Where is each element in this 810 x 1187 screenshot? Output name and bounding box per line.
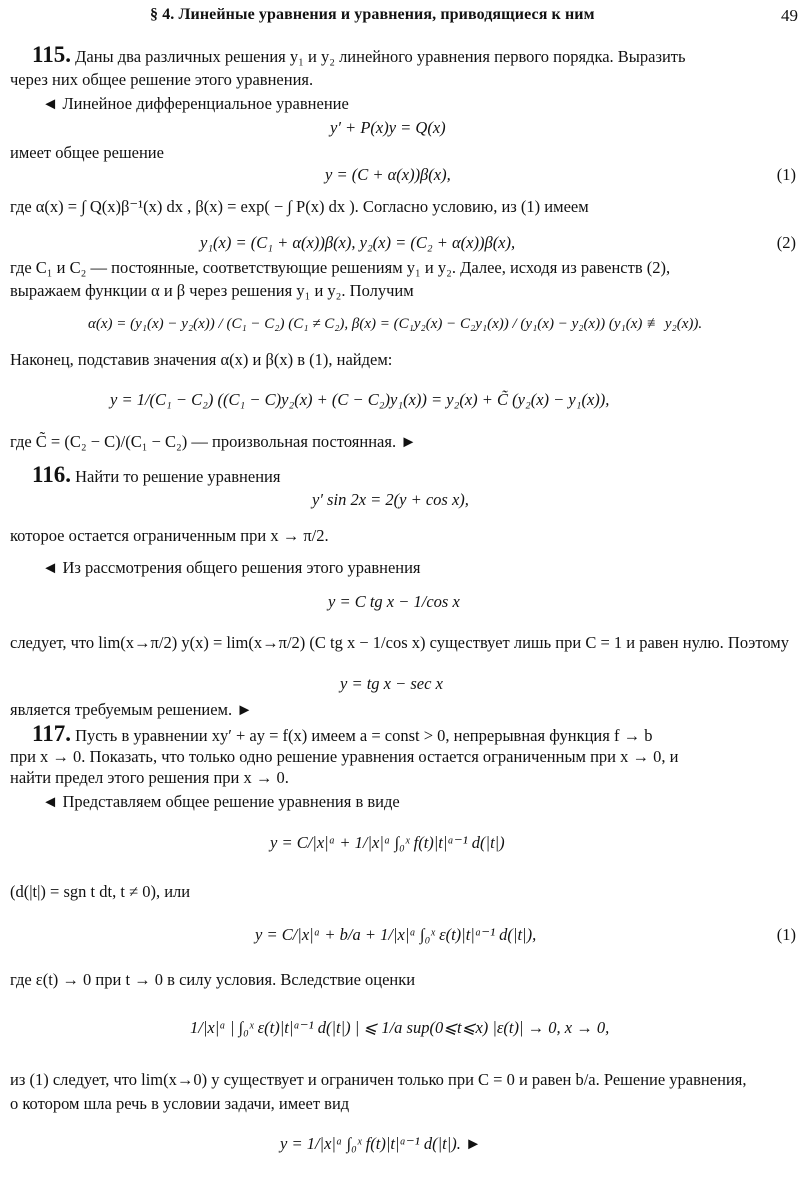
equation: y = C tg x − 1/cos x <box>328 592 460 611</box>
text-line: является требуемым решением. ► <box>10 700 253 719</box>
text-line: где C₁ и C₂ — постоянные, соответствующие решениям y₁ и y₂. Далее, исходя из равенств (2), <box>10 258 671 277</box>
problem-117-statement-line-1 <box>32 721 653 746</box>
equation-number: (1) <box>776 165 796 184</box>
problem-text: Найти то решение уравнения <box>75 467 281 486</box>
equation: y = C/|x|ᵃ + b/a + 1/|x|ᵃ ∫₀ˣ ε(t)|t|ᵃ⁻¹ d(|t|), <box>255 925 537 944</box>
solution-intro: ◄ Представляем общее решение уравнения в виде <box>42 792 400 811</box>
text-line: из (1) следует, что lim(x→0) y существует и ограничен только при C = 0 и равен b/a. Решение уравнения, <box>10 1070 747 1089</box>
section-title: § 4. Линейные уравнения и уравнения, приводящиеся к ним <box>150 6 595 23</box>
problem-115-statement-line-2: через них общее решение этого уравнения. <box>10 70 314 89</box>
equation: y = tg x − sec x <box>340 674 443 693</box>
equation: y′ + P(x)y = Q(x) <box>330 118 446 137</box>
problem-116-statement-line-1 <box>32 462 281 487</box>
problem-text: Даны два различных решения y₁ и y₂ линейного уравнения первого порядка. Выразить <box>75 47 686 66</box>
text-line: Наконец, подставив значения α(x) и β(x) в (1), найдем: <box>10 350 393 369</box>
text-line: о котором шла речь в условии задачи, имеет вид <box>10 1094 350 1113</box>
solution-intro: ◄ Линейное дифференциальное уравнение <box>42 94 349 113</box>
text-line: найти предел этого решения при x → 0. <box>10 768 289 787</box>
text-line: при x → 0. Показать, что только одно решение уравнения остается ограниченным при x → 0, и <box>10 747 679 766</box>
equation: 1/|x|ᵃ | ∫₀ˣ ε(t)|t|ᵃ⁻¹ d(|t|) | ⩽ 1/a sup(0⩽t⩽x) |ε(t)| → 0, x → 0, <box>190 1018 610 1037</box>
problem-number: 117. <box>32 721 71 746</box>
solution-intro: ◄ Из рассмотрения общего решения этого уравнения <box>42 558 421 577</box>
text-line: (d(|t|) = sgn t dt, t ≠ 0), или <box>10 882 191 901</box>
problem-number: 115. <box>32 42 71 67</box>
equation: y′ sin 2x = 2(y + cos x), <box>312 490 469 509</box>
problem-text: Пусть в уравнении xy′ + ay = f(x) имеем a = const > 0, непрерывная функция f → b <box>75 726 653 745</box>
problem-115-statement-line-1 <box>32 42 686 67</box>
equation: y = 1/|x|ᵃ ∫₀ˣ f(t)|t|ᵃ⁻¹ d(|t|). ► <box>280 1134 482 1153</box>
text-line: где ε(t) → 0 при t → 0 в силу условия. Вследствие оценки <box>10 970 416 989</box>
equation: y = C/|x|ᵃ + 1/|x|ᵃ ∫₀ˣ f(t)|t|ᵃ⁻¹ d(|t|) <box>270 833 505 852</box>
page-number: 49 <box>781 6 798 25</box>
text-line: где α(x) = ∫ Q(x)β⁻¹(x) dx , β(x) = exp( − ∫ P(x) dx ). Согласно условию, из (1) имеем <box>10 197 589 216</box>
equation-number: (1) <box>776 925 796 944</box>
running-header <box>0 6 810 30</box>
equation: y = (C + α(x))β(x), <box>325 165 451 184</box>
text-line: которое остается ограниченным при x → π/2. <box>10 526 329 545</box>
text-line: имеет общее решение <box>10 143 164 162</box>
text-line: выражаем функции α и β через решения y₁ и y₂. Получим <box>10 281 414 300</box>
equation-number: (2) <box>776 233 796 252</box>
equation: α(x) = (y₁(x) − y₂(x)) / (C₁ − C₂) (C₁ ≠ C₂), β(x) = (C₁y₂(x) − C₂y₁(x)) / (y₁(x) − y₂(x)) (y₁(x) ≢ y₂(x)). <box>88 316 703 332</box>
equation: y₁(x) = (C₁ + α(x))β(x), y₂(x) = (C₂ + α(x))β(x), <box>200 233 516 252</box>
problem-number: 116. <box>32 462 71 487</box>
text-line: следует, что lim(x→π/2) y(x) = lim(x→π/2) (C tg x − 1/cos x) существует лишь при C = 1 и равен нулю. Поэтому <box>10 633 789 652</box>
text-line: где C̃ = (C₂ − C)/(C₁ − C₂) — произвольная постоянная. ► <box>10 432 417 451</box>
equation: y = 1/(C₁ − C₂) ((C₁ − C)y₂(x) + (C − C₂)y₁(x)) = y₂(x) + C̃ (y₂(x) − y₁(x)), <box>110 390 610 409</box>
